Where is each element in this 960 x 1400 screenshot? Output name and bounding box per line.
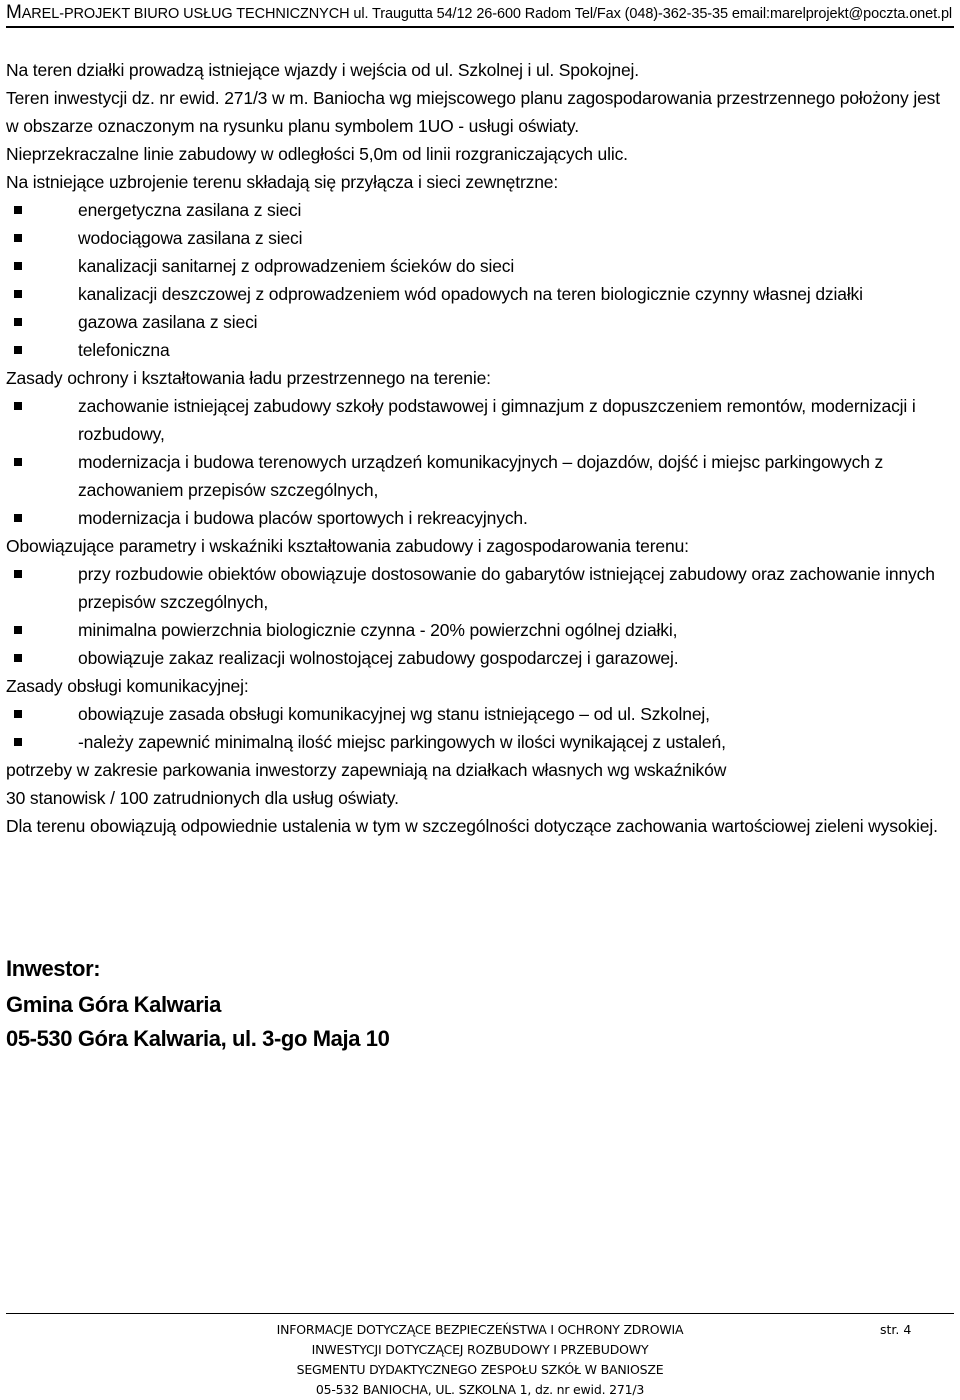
bullet-marker [14, 710, 22, 718]
list-item: przy rozbudowie obiektów obowiązuje dostosowanie do gabarytów istniejącej zabudowy oraz zachowanie innych przepisów szczególnych, [6, 560, 954, 616]
header-initial: M [6, 2, 22, 23]
utilities-list [6, 196, 954, 364]
building-line-paragraph: Nieprzekraczalne linie zabudowy w odległości 5,0m od linii rozgraniczających ulic. [6, 144, 628, 164]
bullet-marker [14, 346, 22, 354]
bullet-marker [14, 262, 22, 270]
list-item: obowiązuje zakaz realizacji wolnostojącej zabudowy gospodarczej i garazowej. [6, 644, 954, 672]
transport-intro: Zasady obsługi komunikacyjnej: [6, 676, 249, 696]
list-item: wodociągowa zasilana z sieci [6, 224, 954, 252]
protection-list [6, 392, 954, 532]
parking-paragraph-line: potrzeby w zakresie parkowania inwestorzy zapewniają na działkach własnych wg wskaźników [6, 760, 727, 780]
list-item: obowiązuje zasada obsługi komunikacyjnej wg stanu istniejącego – od ul. Szkolnej, [6, 700, 954, 728]
footer-line: SEGMENTU DYDAKTYCZNEGO ZESPOŁU SZKÓŁ W BANIOSZE [296, 1362, 664, 1377]
list-item: energetyczna zasilana z sieci [6, 196, 954, 224]
investor-name: Gmina Góra Kalwaria [6, 992, 221, 1017]
page-footer [245, 1320, 715, 1400]
parking-paragraph-line: 30 stanowisk / 100 zatrudnionych dla usług oświaty. [6, 788, 399, 808]
investor-label: Inwestor: [6, 956, 101, 981]
parameters-list [6, 560, 954, 672]
footer-line: 05-532 BANIOCHA, UL. SZKOLNA 1, dz. nr ewid. 271/3 [315, 1382, 645, 1397]
bullet-marker [14, 318, 22, 326]
list-item: minimalna powierzchnia biologicznie czynna - 20% powierzchni ogólnej działki, [6, 616, 954, 644]
bullet-marker [14, 654, 22, 662]
parameters-intro: Obowiązujące parametry i wskaźniki kształtowania zabudowy i zagospodarowania terenu: [6, 536, 689, 556]
investor-address: 05-530 Góra Kalwaria, ul. 3-go Maja 10 [6, 1026, 390, 1051]
plan-paragraph: Teren inwestycji dz. nr ewid. 271/3 w m. Baniocha wg miejscowego planu zagospodarowania przestrzennego położony jest w obszarze oznaczonym na rysunku planu symbolem 1UO - usługi oświaty. [6, 88, 940, 136]
list-item: modernizacja i budowa placów sportowych i rekreacyjnych. [6, 504, 954, 532]
investor-block [6, 954, 706, 1056]
bullet-marker [14, 290, 22, 298]
transport-list [6, 700, 954, 756]
list-item: modernizacja i budowa terenowych urządzeń komunikacyjnych – dojazdów, dojść i miejsc parkingowych z zachowaniem przepisów szczególnych, [6, 448, 954, 504]
company-header [6, 2, 954, 24]
bullet-marker [14, 234, 22, 242]
list-item: zachowanie istniejącej zabudowy szkoły podstawowej i gimnazjum z dopuszczeniem remontów, modernizacji i rozbudowy, [6, 392, 954, 448]
list-item: kanalizacji deszczowej z odprowadzeniem wód opadowych na teren biologicznie czynny własnej działki [6, 280, 954, 308]
access-paragraph: Na teren działki prowadzą istniejące wjazdy i wejścia od ul. Szkolnej i ul. Spokojnej. [6, 60, 639, 80]
protection-intro: Zasady ochrony i kształtowania ładu przestrzennego na terenie: [6, 368, 491, 388]
bullet-marker [14, 514, 22, 522]
bullet-marker [14, 402, 22, 410]
list-item: -należy zapewnić minimalną ilość miejsc parkingowych w ilości wynikającej z ustaleń, [6, 728, 954, 756]
bullet-marker [14, 206, 22, 214]
bullet-marker [14, 738, 22, 746]
list-item: telefoniczna [6, 336, 954, 364]
footer-line: INWESTYCJI DOTYCZĄCEJ ROZBUDOWY I PRZEBUDOWY [311, 1342, 649, 1357]
bullet-marker [14, 570, 22, 578]
bullet-marker [14, 458, 22, 466]
page-number: str. 4 [880, 1322, 912, 1337]
footer-line: INFORMACJE DOTYCZĄCE BEZPIECZEŃSTWA I OCHRONY ZDROWIA [276, 1322, 684, 1337]
header-text: AREL-PROJEKT BIURO USŁUG TECHNICZNYCH ul. Traugutta 54/12 26-600 Radom Tel/Fax (048)-362-35-35 email:marelprojekt@poczta.onet.pl [21, 6, 953, 22]
greenery-paragraph: Dla terenu obowiązują odpowiednie ustalenia w tym w szczególności dotyczące zachowania wartościowej zieleni wysokiej. [6, 816, 938, 836]
list-item: kanalizacji sanitarnej z odprowadzeniem ścieków do sieci [6, 252, 954, 280]
header-divider [6, 26, 954, 28]
bullet-marker [14, 626, 22, 634]
list-item: gazowa zasilana z sieci [6, 308, 954, 336]
document-body [6, 56, 954, 840]
footer-divider [6, 1313, 954, 1314]
utilities-intro: Na istniejące uzbrojenie terenu składają się przyłącza i sieci zewnętrzne: [6, 172, 559, 192]
